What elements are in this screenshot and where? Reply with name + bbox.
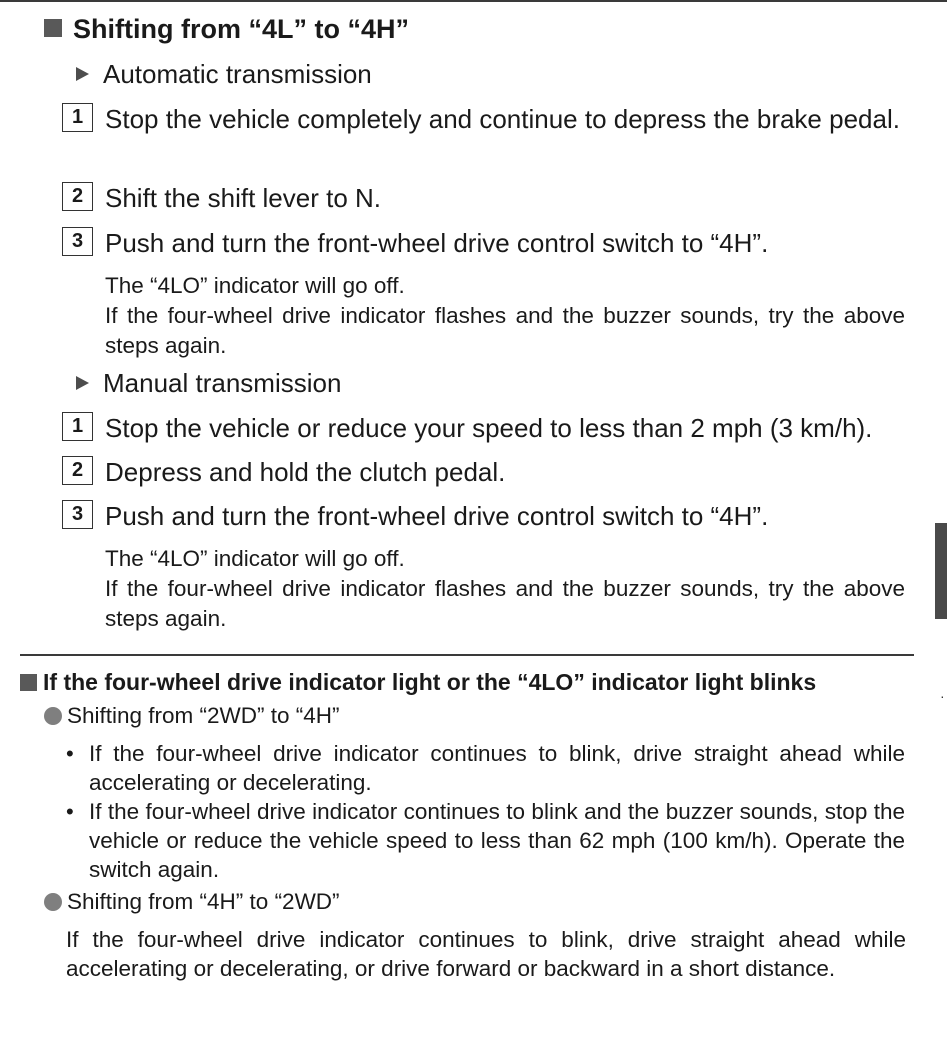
step-number: 1 (62, 412, 93, 441)
step-text: Depress and hold the clutch pedal. (105, 457, 506, 487)
step-number: 1 (62, 103, 93, 132)
step-number: 2 (62, 182, 93, 211)
square-bullet-icon (20, 674, 37, 691)
square-bullet-icon (44, 19, 62, 37)
note-line: If the four-wheel drive indicator flashes and the buzzer sounds, try the above steps again. (105, 576, 905, 631)
step-text: Push and turn the front-wheel drive control switch to “4H”. (105, 228, 769, 258)
step-number: 2 (62, 456, 93, 485)
bullet-text: If the four-wheel drive indicator continues to blink and the buzzer sounds, stop the vehicle or reduce the vehicle speed to less than 62 mph (100 km/h). Operate the switch again. (89, 799, 905, 882)
step-text: Stop the vehicle or reduce your speed to less than 2 mph (3 km/h). (105, 413, 873, 443)
step-number: 3 (62, 500, 93, 529)
step-note (105, 271, 905, 361)
chapter-side-tab (935, 523, 947, 619)
step-number: 3 (62, 227, 93, 256)
info-item-heading: Shifting from “2WD” to “4H” (44, 701, 340, 731)
step-text: Shift the shift lever to N. (105, 183, 382, 213)
note-line: The “4LO” indicator will go off. (105, 546, 405, 571)
triangle-bullet-icon (76, 67, 89, 81)
side-mark: · (940, 688, 945, 704)
bullet-glyph: • (66, 741, 74, 766)
note-line: The “4LO” indicator will go off. (105, 273, 405, 298)
step-text: Stop the vehicle completely and continue to depress the brake pedal. (105, 104, 900, 134)
bullet-text: If the four-wheel drive indicator continues to blink, drive straight ahead while accelerating or decelerating. (89, 741, 905, 795)
bullet-glyph: • (66, 799, 74, 824)
top-rule (0, 0, 947, 2)
circle-bullet-icon (44, 893, 62, 911)
triangle-bullet-icon (76, 376, 89, 390)
info-title: If the four-wheel drive indicator light or the “4LO” indicator light blinks (20, 667, 816, 697)
step-text: Push and turn the front-wheel drive control switch to “4H”. (105, 501, 769, 531)
manual-transmission-heading: Manual transmission (76, 368, 341, 398)
note-line: If the four-wheel drive indicator flashes and the buzzer sounds, try the above steps again. (105, 303, 905, 358)
circle-bullet-icon (44, 707, 62, 725)
step-note (105, 544, 905, 634)
section-title: Shifting from “4L” to “4H” (44, 12, 409, 46)
info-item-heading: Shifting from “4H” to “2WD” (44, 887, 340, 917)
automatic-transmission-heading: Automatic transmission (76, 59, 372, 89)
section-divider (20, 654, 914, 656)
info-item-text: If the four-wheel drive indicator continues to blink, drive straight ahead while accelerating or decelerating, or drive forward or backward in a short distance. (66, 927, 906, 981)
